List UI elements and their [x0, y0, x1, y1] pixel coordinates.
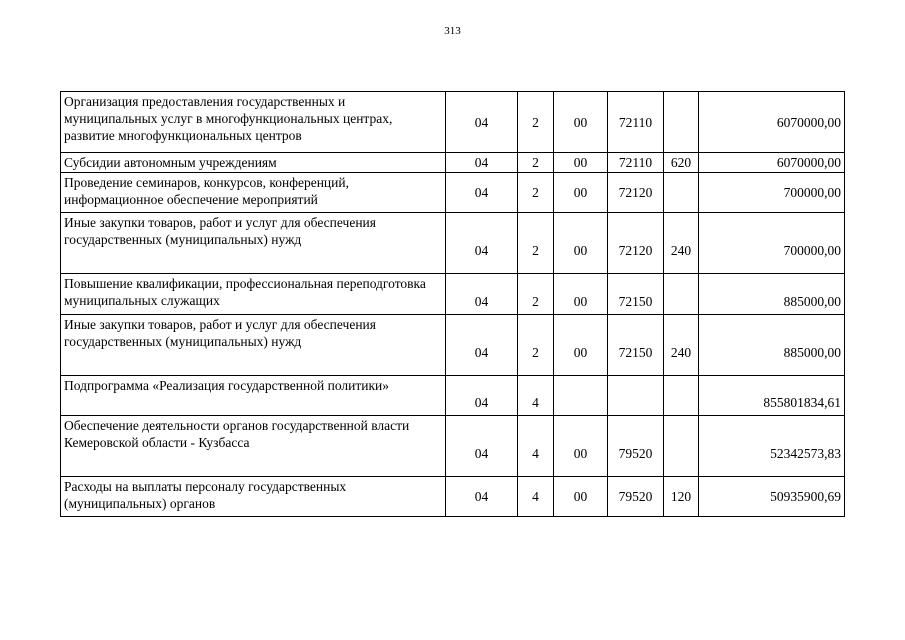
subprogram-code: [554, 376, 608, 416]
subprogram-code: 00: [554, 153, 608, 173]
section-code: 04: [446, 315, 518, 376]
expense-type-code: [664, 376, 699, 416]
subprogram-code: 00: [554, 315, 608, 376]
subprogram-code: 00: [554, 173, 608, 213]
direction-code: 72120: [608, 213, 664, 274]
section-code: 04: [446, 213, 518, 274]
section-code: 04: [446, 92, 518, 153]
program-code: 4: [518, 477, 554, 517]
table-row: [61, 153, 845, 173]
amount: 855801834,61: [699, 376, 845, 416]
row-description: Иные закупки товаров, работ и услуг для обеспечения государственных (муниципальных) нужд: [61, 213, 446, 274]
table-row: [61, 274, 845, 315]
table-row: [61, 376, 845, 416]
section-code: 04: [446, 376, 518, 416]
expense-type-code: 240: [664, 213, 699, 274]
row-description: Повышение квалификации, профессиональная переподготовка муниципальных служащих: [61, 274, 446, 315]
subprogram-code: 00: [554, 477, 608, 517]
row-description: Расходы на выплаты персоналу государственных (муниципальных) органов: [61, 477, 446, 517]
expense-type-code: [664, 416, 699, 477]
table-row: [61, 416, 845, 477]
direction-code: 72110: [608, 153, 664, 173]
expense-type-code: [664, 173, 699, 213]
direction-code: 72150: [608, 274, 664, 315]
row-description: Субсидии автономным учреждениям: [61, 153, 446, 173]
program-code: 2: [518, 173, 554, 213]
amount: 6070000,00: [699, 153, 845, 173]
direction-code: 79520: [608, 477, 664, 517]
expense-type-code: 240: [664, 315, 699, 376]
program-code: 4: [518, 376, 554, 416]
program-code: 2: [518, 213, 554, 274]
row-description: Организация предоставления государственных и муниципальных услуг в многофункциональных центрах, развитие многофункциональных центров: [61, 92, 446, 153]
subprogram-code: 00: [554, 92, 608, 153]
amount: 885000,00: [699, 315, 845, 376]
subprogram-code: 00: [554, 274, 608, 315]
amount: 885000,00: [699, 274, 845, 315]
section-code: 04: [446, 477, 518, 517]
amount: 700000,00: [699, 213, 845, 274]
amount: 6070000,00: [699, 92, 845, 153]
subprogram-code: 00: [554, 416, 608, 477]
budget-table: [60, 91, 845, 517]
program-code: 2: [518, 315, 554, 376]
expense-type-code: 120: [664, 477, 699, 517]
direction-code: 79520: [608, 416, 664, 477]
amount: 52342573,83: [699, 416, 845, 477]
row-description: Обеспечение деятельности органов государственной власти Кемеровской области - Кузбасса: [61, 416, 446, 477]
direction-code: 72150: [608, 315, 664, 376]
section-code: 04: [446, 274, 518, 315]
table-row: [61, 92, 845, 153]
program-code: 4: [518, 416, 554, 477]
expense-type-code: [664, 274, 699, 315]
page-number: 313: [444, 25, 461, 37]
expense-type-code: [664, 92, 699, 153]
program-code: 2: [518, 153, 554, 173]
row-description: Проведение семинаров, конкурсов, конференций, информационное обеспечение мероприятий: [61, 173, 446, 213]
table-row: [61, 213, 845, 274]
section-code: 04: [446, 173, 518, 213]
section-code: 04: [446, 416, 518, 477]
program-code: 2: [518, 92, 554, 153]
table-row: [61, 173, 845, 213]
program-code: 2: [518, 274, 554, 315]
amount: 50935900,69: [699, 477, 845, 517]
direction-code: 72110: [608, 92, 664, 153]
amount: 700000,00: [699, 173, 845, 213]
section-code: 04: [446, 153, 518, 173]
expense-type-code: 620: [664, 153, 699, 173]
direction-code: 72120: [608, 173, 664, 213]
direction-code: [608, 376, 664, 416]
table-row: [61, 477, 845, 517]
row-description: Подпрограмма «Реализация государственной политики»: [61, 376, 446, 416]
subprogram-code: 00: [554, 213, 608, 274]
row-description: Иные закупки товаров, работ и услуг для обеспечения государственных (муниципальных) нужд: [61, 315, 446, 376]
table-row: [61, 315, 845, 376]
